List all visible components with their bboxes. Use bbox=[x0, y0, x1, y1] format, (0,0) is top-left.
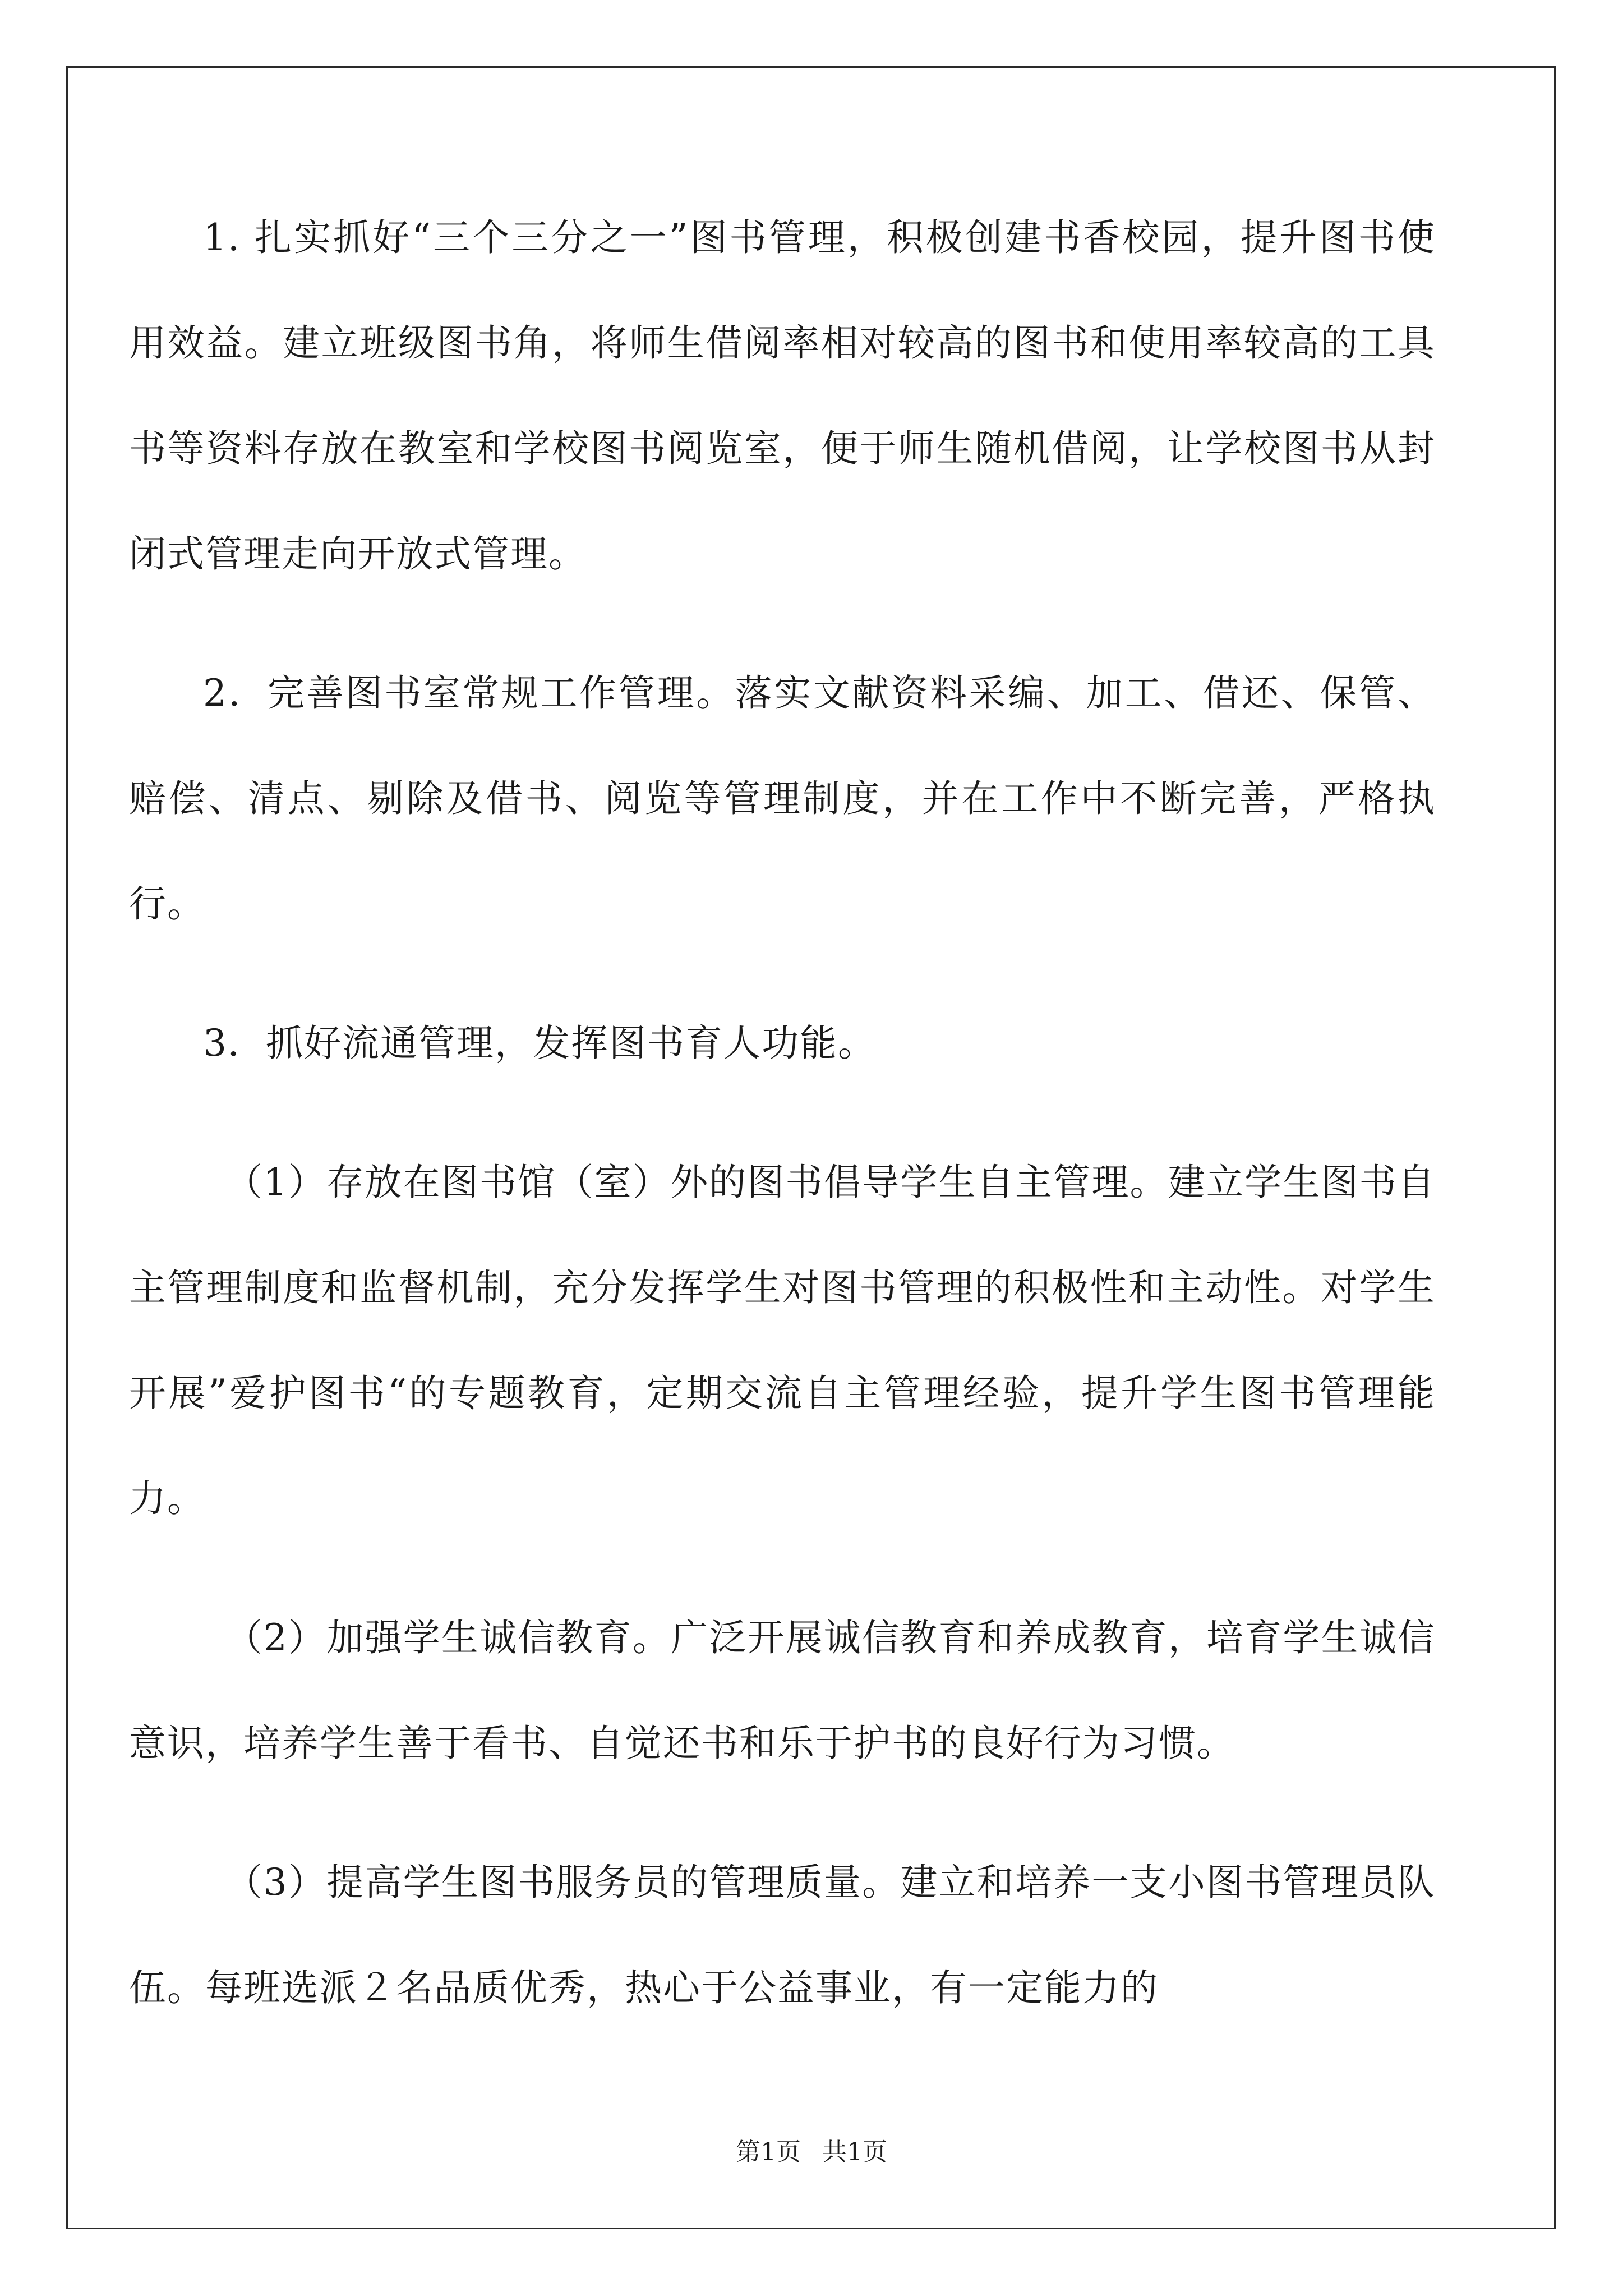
paragraph-3-2: （2）加强学生诚信教育。广泛开展诚信教育和养成教育，培育学生诚信意识，培养学生善于看书、自觉还书和乐于护书的良好行为习惯。 bbox=[129, 1616, 1436, 1765]
paragraph-3-3: （3）提高学生图书服务员的管理质量。建立和培养一支小图书管理员队伍。每班选派２名品质优秀，热心于公益事业，有一定能力的 bbox=[129, 1861, 1436, 2009]
document-body bbox=[129, 185, 1436, 2074]
page-number: 第1页 bbox=[736, 2138, 801, 2166]
page-total: 共1页 bbox=[822, 2138, 887, 2166]
paragraph-1: 1. 扎实抓好“三个三分之一”图书管理，积极创建书香校园，提升图书使用效益。建立班级图书角，将师生借阅率相对较高的图书和使用率较高的工具书等资料存放在教室和学校图书阅览室，便于师生随机借阅，让学校图书从封闭式管理走向开放式管理。 bbox=[129, 216, 1436, 576]
page-footer bbox=[0, 2132, 1623, 2168]
paragraph-3: 3．抓好流通管理，发挥图书育人功能。 bbox=[203, 1022, 876, 1065]
paragraph-3-1: （1）存放在图书馆（室）外的图书倡导学生自主管理。建立学生图书自主管理制度和监督机制，充分发挥学生对图书管理的积极性和主动性。对学生开展”爱护图书“的专题教育，定期交流自主管理经验，提升学生图书管理能力。 bbox=[129, 1161, 1436, 1520]
paragraph-2: 2．完善图书室常规工作管理。落实文献资料采编、加工、借还、保管、赔偿、清点、剔除及借书、阅览等管理制度，并在工作中不断完善，严格执行。 bbox=[129, 671, 1436, 926]
